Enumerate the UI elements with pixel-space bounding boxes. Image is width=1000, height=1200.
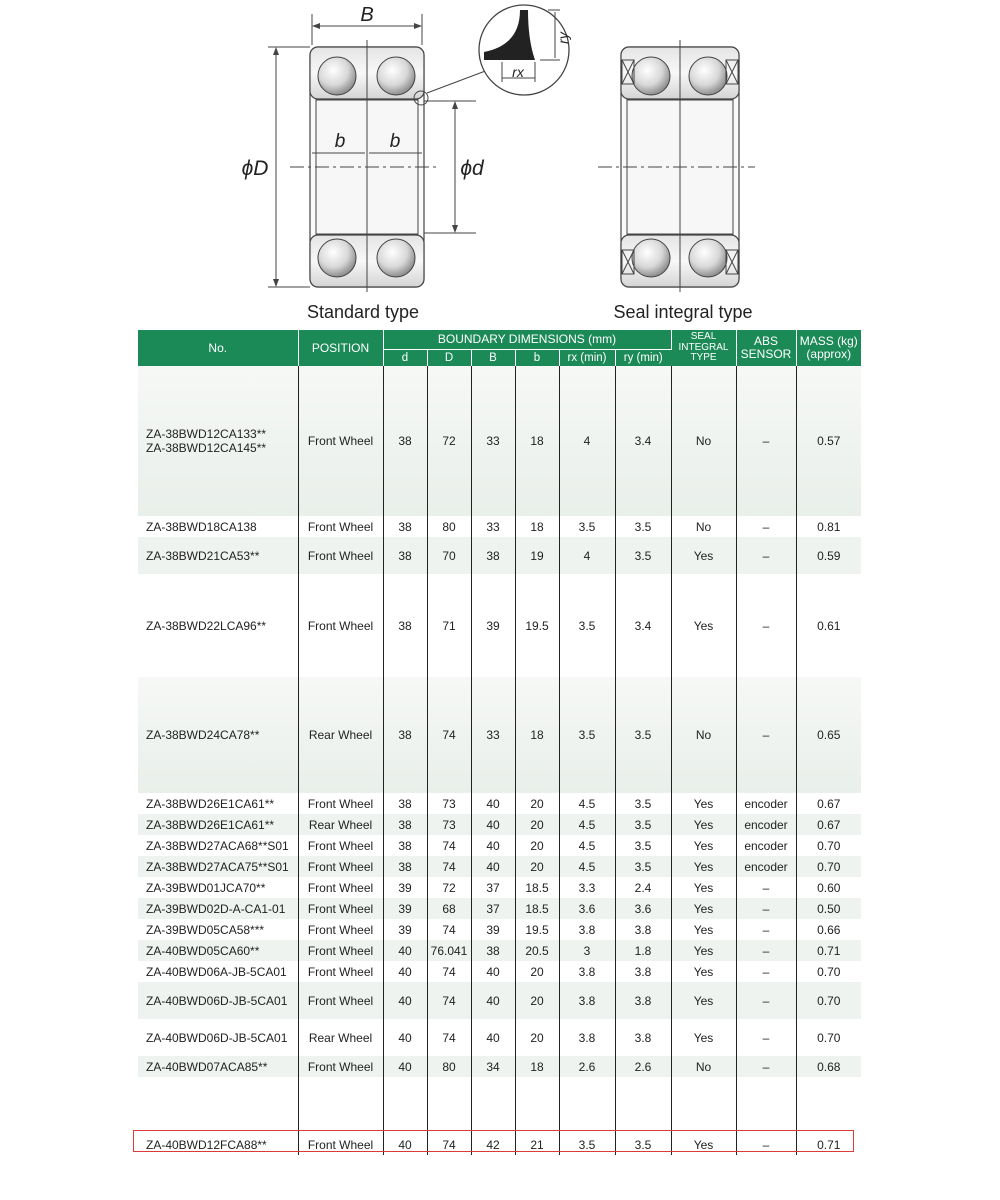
cell-abs: – <box>736 516 796 537</box>
table-row <box>138 982 861 1019</box>
cell-no <box>138 814 298 835</box>
cell-B: 40 <box>471 856 515 877</box>
table-row <box>138 1019 861 1056</box>
cell-ry: 3.8 <box>615 982 671 1019</box>
cell-mass: 0.57 <box>796 366 861 516</box>
cell-abs: – <box>736 574 796 677</box>
part-number: ZA-40BWD12FCA88** <box>146 1137 267 1152</box>
cell-d: 38 <box>383 366 427 516</box>
cell-ry: 3.5 <box>615 814 671 835</box>
cell-rx: 3.5 <box>559 677 615 793</box>
part-number: ZA-38BWD27ACA75**S01 <box>146 859 289 874</box>
cell-mass: 0.67 <box>817 796 841 811</box>
cell-seal: Yes <box>671 793 736 814</box>
cell-ry: 1.8 <box>615 940 671 961</box>
cell-D: 74 <box>427 961 471 982</box>
cell-D: 74 <box>427 1134 471 1155</box>
cell-mass: 0.71 <box>817 1137 841 1152</box>
cell-seal: No <box>671 366 736 516</box>
cell-b: 20 <box>515 1019 559 1056</box>
part-number-alt: ZA-38BWD12CA145** <box>146 441 267 455</box>
table-row <box>138 677 861 793</box>
cell-mass: 0.70 <box>796 856 861 877</box>
cell-abs: – <box>736 1019 796 1056</box>
cell-pos: Front Wheel <box>298 1134 383 1155</box>
cell-rx: 3.5 <box>559 516 615 537</box>
cell-ry: 3.4 <box>615 574 671 677</box>
cell-pos: Rear Wheel <box>298 814 383 835</box>
cell-b: 20 <box>515 961 559 982</box>
table-row <box>138 856 861 877</box>
cell-d: 40 <box>383 1056 427 1077</box>
cell-mass: 0.66 <box>817 922 841 937</box>
cell-abs: – <box>736 919 796 940</box>
cell-mass: 0.70 <box>817 838 841 853</box>
cell-ry: 2.4 <box>615 877 671 898</box>
cell-b: 18.5 <box>515 898 559 919</box>
cell-mass: 0.61 <box>817 618 841 633</box>
cell-mass: 0.71 <box>796 940 861 961</box>
cell-ry <box>615 1077 671 1134</box>
cell-rx: 3.6 <box>559 898 615 919</box>
cell-seal <box>671 1077 736 1134</box>
cell-rx: 4 <box>559 366 615 516</box>
cell-pos: Front Wheel <box>298 877 383 898</box>
cell-b: 18 <box>515 516 559 537</box>
cell-b: 19.5 <box>515 574 559 677</box>
standard-type-caption: Standard type <box>306 302 420 322</box>
cell-abs: – <box>736 1134 796 1155</box>
header-seal-line3: TYPE <box>690 352 717 364</box>
table-row <box>138 961 861 982</box>
cell-pos: Front Wheel <box>298 366 383 516</box>
bearing-diagrams <box>0 0 1000 330</box>
header-seal-integral-type <box>671 330 736 366</box>
cell-abs: encoder <box>736 856 796 877</box>
cell-b: 18 <box>515 677 559 793</box>
header-b: b <box>515 349 559 366</box>
cell-abs <box>736 1077 796 1134</box>
cell-abs: – <box>736 940 796 961</box>
cell-rx: 2.6 <box>559 1056 615 1077</box>
cell-ry: 3.8 <box>615 919 671 940</box>
cell-B: 37 <box>471 898 515 919</box>
part-number: ZA-38BWD26E1CA61** <box>146 817 275 832</box>
cell-abs: – <box>736 898 796 919</box>
header-d: d <box>383 349 427 366</box>
cell-no <box>138 677 298 793</box>
cell-abs: – <box>736 537 796 574</box>
cell-b: 20 <box>515 835 559 856</box>
table-row <box>138 898 861 919</box>
cell-abs: – <box>736 961 796 982</box>
part-number: ZA-38BWD22LCA96** <box>146 618 267 633</box>
part-number: ZA-39BWD01JCA70** <box>146 880 266 895</box>
cell-d <box>383 1077 427 1134</box>
cell-no <box>138 574 298 677</box>
cell-seal: Yes <box>671 898 736 919</box>
cell-ry: 3.8 <box>615 961 671 982</box>
cell-rx: 4.5 <box>559 814 615 835</box>
cell-no <box>138 1077 298 1134</box>
cell-d: 40 <box>383 961 427 982</box>
cell-B: 40 <box>471 814 515 835</box>
header-mass-line1: MASS (kg) <box>799 334 858 349</box>
cell-B: 40 <box>471 835 515 856</box>
cell-pos: Front Wheel <box>298 1056 383 1077</box>
cell-seal: Yes <box>671 537 736 574</box>
cell-no <box>138 919 298 940</box>
cell-no <box>138 877 298 898</box>
cell-mass: 0.50 <box>796 898 861 919</box>
cell-b: 20 <box>515 814 559 835</box>
part-number: ZA-40BWD06D-JB-5CA01 <box>146 993 288 1008</box>
cell-B: 40 <box>471 961 515 982</box>
cell-pos: Front Wheel <box>298 919 383 940</box>
table-row <box>138 919 861 940</box>
cell-ry: 3.5 <box>615 516 671 537</box>
cell-abs: encoder <box>736 835 796 856</box>
cell-no <box>138 856 298 877</box>
cell-B: 39 <box>471 574 515 677</box>
cell-seal: No <box>671 516 736 537</box>
cell-d: 40 <box>383 940 427 961</box>
cell-ry: 3.5 <box>615 537 671 574</box>
cell-D: 74 <box>427 919 471 940</box>
cell-ry: 3.8 <box>615 1019 671 1056</box>
cell-d: 40 <box>383 1134 427 1155</box>
header-position: POSITION <box>298 330 383 366</box>
cell-mass: 0.68 <box>796 1056 861 1077</box>
table-row <box>138 793 861 814</box>
cell-pos: Front Wheel <box>298 940 383 961</box>
cell-no <box>138 1019 298 1056</box>
cell-b: 20 <box>515 793 559 814</box>
cell-rx <box>559 1077 615 1134</box>
cell-b: 20 <box>515 856 559 877</box>
cell-pos: Front Wheel <box>298 898 383 919</box>
cell-D: 74 <box>427 835 471 856</box>
cell-pos: Rear Wheel <box>298 1019 383 1056</box>
cell-no <box>138 516 298 537</box>
part-number: ZA-39BWD05CA58*** <box>146 922 265 937</box>
cell-mass: 0.70 <box>796 982 861 1019</box>
cell-mass <box>796 1077 861 1134</box>
cell-B: 34 <box>471 1056 515 1077</box>
cell-pos: Front Wheel <box>298 793 383 814</box>
table-row <box>138 1077 861 1134</box>
cell-seal: Yes <box>671 877 736 898</box>
cell-no <box>138 537 298 574</box>
cell-b: 20 <box>515 982 559 1019</box>
cell-ry: 3.5 <box>615 1134 671 1155</box>
part-number: ZA-39BWD02D-A-CA1-01 <box>146 901 286 916</box>
cell-pos: Front Wheel <box>298 856 383 877</box>
cell-seal: Yes <box>671 1134 736 1155</box>
header-no: No. <box>138 330 298 366</box>
header-abs-line1: ABS <box>753 334 778 349</box>
cell-rx: 4 <box>559 537 615 574</box>
cell-pos: Front Wheel <box>298 537 383 574</box>
label-phiD: ϕD <box>241 157 269 180</box>
cell-B: 40 <box>471 1019 515 1056</box>
cell-mass: 0.81 <box>817 519 841 534</box>
cell-abs: – <box>736 982 796 1019</box>
cell-mass: 0.70 <box>817 1030 841 1045</box>
cell-D: 74 <box>427 982 471 1019</box>
cell-D: 73 <box>427 793 471 814</box>
cell-rx: 4.5 <box>559 856 615 877</box>
cell-seal: Yes <box>671 982 736 1019</box>
cell-b: 20.5 <box>515 940 559 961</box>
table-row <box>138 835 861 856</box>
part-number: ZA-40BWD05CA60** <box>146 943 260 958</box>
cell-rx: 3.8 <box>559 919 615 940</box>
label-rx: rx <box>512 64 524 80</box>
cell-seal: Yes <box>671 919 736 940</box>
specification-table <box>138 330 861 1200</box>
cell-abs: – <box>736 366 796 516</box>
cell-rx: 3.3 <box>559 877 615 898</box>
cell-b: 18 <box>515 1056 559 1077</box>
cell-B: 37 <box>471 877 515 898</box>
cell-pos: Front Wheel <box>298 516 383 537</box>
header-rx: rx (min) <box>559 349 615 366</box>
cell-D: 72 <box>427 366 471 516</box>
cell-d: 38 <box>383 793 427 814</box>
cell-d: 39 <box>383 877 427 898</box>
part-number: ZA-38BWD12CA133** <box>146 427 267 441</box>
part-number: ZA-38BWD27ACA68**S01 <box>146 838 289 853</box>
cell-b: 19.5 <box>515 919 559 940</box>
cell-rx: 3.5 <box>559 1134 615 1155</box>
part-number: ZA-38BWD24CA78** <box>146 728 260 742</box>
cell-rx: 3.5 <box>559 574 615 677</box>
header-mass <box>796 330 861 366</box>
part-number: ZA-38BWD21CA53** <box>146 548 260 563</box>
cell-d: 40 <box>383 982 427 1019</box>
cell-seal: Yes <box>671 835 736 856</box>
cell-D <box>427 1077 471 1134</box>
cell-pos: Rear Wheel <box>298 677 383 793</box>
cell-abs: encoder <box>736 814 796 835</box>
cell-ry: 3.5 <box>615 835 671 856</box>
part-number: ZA-38BWD26E1CA61** <box>146 796 275 811</box>
cell-B: 33 <box>471 516 515 537</box>
cell-d: 38 <box>383 574 427 677</box>
cell-b: 18 <box>515 366 559 516</box>
cell-ry: 3.5 <box>615 793 671 814</box>
cell-no <box>138 835 298 856</box>
cell-ry: 3.5 <box>615 856 671 877</box>
standard-bearing-drawing <box>268 5 569 292</box>
cell-no <box>138 898 298 919</box>
table-row <box>138 814 861 835</box>
part-number: ZA-38BWD18CA138 <box>146 519 257 534</box>
cell-D: 74 <box>427 677 471 793</box>
cell-pos: Front Wheel <box>298 982 383 1019</box>
cell-b: 18.5 <box>515 877 559 898</box>
header-mass-line2: (approx) <box>806 347 852 361</box>
cell-no <box>138 961 298 982</box>
header-abs-sensor <box>736 330 796 366</box>
table-row <box>138 877 861 898</box>
seal-integral-bearing-drawing <box>598 40 755 292</box>
cell-no <box>138 793 298 814</box>
cell-B: 39 <box>471 919 515 940</box>
table-row <box>138 574 861 677</box>
cell-pos <box>298 1077 383 1134</box>
cell-abs: – <box>736 1056 796 1077</box>
table-row <box>138 537 861 574</box>
cell-mass: 0.65 <box>796 677 861 793</box>
cell-B: 33 <box>471 366 515 516</box>
cell-D: 70 <box>427 537 471 574</box>
cell-B: 42 <box>471 1134 515 1155</box>
cell-mass: 0.60 <box>817 880 841 895</box>
header-abs-line2: SENSOR <box>740 347 792 361</box>
cell-rx: 4.5 <box>559 835 615 856</box>
cell-D: 68 <box>427 898 471 919</box>
table-row <box>138 366 861 516</box>
cell-d: 38 <box>383 537 427 574</box>
cell-no <box>138 1134 298 1155</box>
cell-D: 72 <box>427 877 471 898</box>
header-boundary-dimensions: BOUNDARY DIMENSIONS (mm) <box>383 330 671 349</box>
cell-abs: – <box>736 877 796 898</box>
cell-d: 38 <box>383 677 427 793</box>
cell-pos: Front Wheel <box>298 961 383 982</box>
cell-seal: No <box>671 1056 736 1077</box>
cell-mass: 0.59 <box>796 537 861 574</box>
cell-seal: Yes <box>671 856 736 877</box>
table-body <box>138 366 861 1155</box>
cell-pos: Front Wheel <box>298 574 383 677</box>
cell-rx: 3 <box>559 940 615 961</box>
cell-B <box>471 1077 515 1134</box>
cell-abs: – <box>736 677 796 793</box>
label-phid: ϕd <box>460 157 484 180</box>
cell-rx: 3.8 <box>559 982 615 1019</box>
cell-seal: Yes <box>671 1019 736 1056</box>
label-b-left: b <box>334 131 346 152</box>
cell-rx: 3.8 <box>559 961 615 982</box>
cell-pos: Front Wheel <box>298 835 383 856</box>
header-ry: ry (min) <box>615 349 671 366</box>
cell-no <box>138 1056 298 1077</box>
cell-B: 33 <box>471 677 515 793</box>
cell-d: 38 <box>383 835 427 856</box>
cell-seal: No <box>671 677 736 793</box>
part-number: ZA-40BWD06A-JB-5CA01 <box>146 964 287 979</box>
cell-d: 39 <box>383 898 427 919</box>
cell-rx: 4.5 <box>559 793 615 814</box>
cell-rx: 3.8 <box>559 1019 615 1056</box>
cell-D: 80 <box>427 1056 471 1077</box>
cell-no <box>138 982 298 1019</box>
label-b-right: b <box>389 131 401 152</box>
table-row <box>138 940 861 961</box>
cell-ry: 3.6 <box>615 898 671 919</box>
cell-mass: 0.70 <box>817 964 841 979</box>
header-B: B <box>471 349 515 366</box>
cell-b <box>515 1077 559 1134</box>
header-seal-line1: SEAL <box>690 331 717 343</box>
part-number: ZA-40BWD07ACA85** <box>146 1059 268 1074</box>
cell-B: 38 <box>471 537 515 574</box>
header-D: D <box>427 349 471 366</box>
cell-D: 76.041 <box>427 940 471 961</box>
cell-ry: 3.4 <box>615 366 671 516</box>
header-seal-line2: INTEGRAL <box>678 341 729 353</box>
cell-D: 80 <box>427 516 471 537</box>
cell-D: 74 <box>427 1019 471 1056</box>
cell-seal: Yes <box>671 940 736 961</box>
table-row <box>138 1056 861 1077</box>
cell-seal: Yes <box>671 574 736 677</box>
table-row <box>138 1134 861 1155</box>
cell-d: 38 <box>383 516 427 537</box>
cell-D: 73 <box>427 814 471 835</box>
cell-d: 38 <box>383 814 427 835</box>
cell-seal: Yes <box>671 961 736 982</box>
cell-D: 71 <box>427 574 471 677</box>
cell-no <box>138 366 298 516</box>
cell-d: 40 <box>383 1019 427 1056</box>
cell-ry: 2.6 <box>615 1056 671 1077</box>
cell-b: 21 <box>515 1134 559 1155</box>
label-B: B <box>360 4 374 26</box>
cell-D: 74 <box>427 856 471 877</box>
seal-integral-type-caption: Seal integral type <box>613 302 753 322</box>
cell-d: 38 <box>383 856 427 877</box>
table-row <box>138 516 861 537</box>
cell-mass: 0.67 <box>796 814 861 835</box>
cell-d: 39 <box>383 919 427 940</box>
label-ry: ry <box>555 32 571 44</box>
cell-b: 19 <box>515 537 559 574</box>
cell-ry: 3.5 <box>615 677 671 793</box>
cell-B: 40 <box>471 982 515 1019</box>
cell-B: 38 <box>471 940 515 961</box>
cell-seal: Yes <box>671 814 736 835</box>
cell-abs: encoder <box>736 793 796 814</box>
cell-B: 40 <box>471 793 515 814</box>
cell-no <box>138 940 298 961</box>
part-number: ZA-40BWD06D-JB-5CA01 <box>146 1030 288 1045</box>
